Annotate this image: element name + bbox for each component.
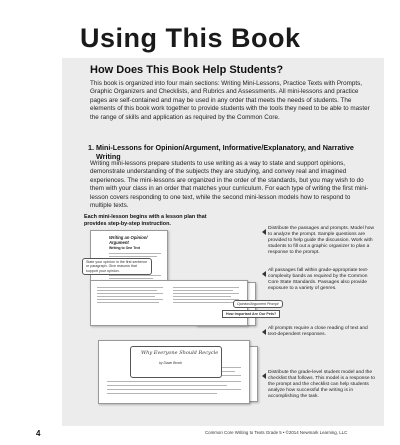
subsection-number: 1. bbox=[88, 143, 94, 152]
annotation-2: All passages fall within grade-appropriate text-complexity bands as required by the Common Core State Standards. Passages also provide exposure to a variety of genres. bbox=[268, 268, 369, 291]
passage-thumbnail bbox=[90, 280, 248, 326]
annotation-arrow-4 bbox=[262, 373, 266, 379]
page-title: Using This Book bbox=[80, 23, 301, 53]
figure-top-callout: Each mini-lesson begins with a lesson plan that provides step-by-step instruction. bbox=[84, 214, 207, 227]
subsection-heading bbox=[88, 143, 366, 161]
subsection-heading-text: Mini-Lessons for Opinion/Argument, Informative/Explanatory, and Narrative Writing bbox=[96, 143, 354, 161]
annotation-3: All prompts require a close reading of text and text-dependent responses. bbox=[268, 326, 368, 337]
student-model-title: Why Everyone Should Recycle bbox=[141, 350, 219, 356]
student-model-title-box bbox=[130, 346, 222, 378]
annotation-arrow-3 bbox=[262, 329, 266, 335]
annotation-arrow-1 bbox=[262, 229, 266, 235]
thumb1-note: State your opinion in the first sentence or paragraph. Give reasons that support your opinion. bbox=[82, 258, 152, 275]
thumb1-subtitle: Writing to One Text bbox=[109, 246, 140, 250]
annotation-arrow-2 bbox=[262, 271, 266, 277]
footer-credit: Common Core Writing to Texts Grade 5 • ©2014 Newmark Learning, LLC bbox=[205, 430, 348, 435]
intro-paragraph: This book is organized into four main sections: Writing Mini-Lessons, Practice Texts with Prompts, Graphic Organizers and Checklists, and Rubrics and Assessments. All mini-lessons and practice pages are self-contained and may be used in any order that meets the needs of students. The elements of this book work together to provide students with the tools they need to be able to master the range of skills and application as required by the Common Core. bbox=[90, 80, 370, 121]
footer bbox=[0, 426, 400, 445]
annotation-1: Distribute the passages and prompts. Model how to analyze the prompt. Sample questions are provided to help guide the discussion. Work with students to fill out a graphic organizer to plan a response to the prompt. bbox=[268, 226, 375, 255]
title-area bbox=[0, 0, 400, 58]
student-model-author: by Dawn Brook bbox=[159, 361, 182, 365]
annotation-4: Distribute the grade-level student model and the checklist that follows. This model is a response to the prompt and the checklist can help students analyze how successful the writing is in accomplishing the task. bbox=[268, 370, 376, 399]
subsection-paragraph: Writing mini-lessons prepare students to use writing as a way to state and support opinions, demonstrate understanding of the subjects they are studying, and convey real and imagined experiences. The mini-lessons are organized in the order of the standards, but you may wish to do them with your class in an order that matches your curriculum. For each type of writing the first mini-lesson covers responding to one text, while the second mini-lesson models how to respond to multiple texts. bbox=[90, 160, 369, 210]
thumb1-title: Writing an Opinion/ Argument bbox=[109, 235, 148, 245]
prompt-tag: Opinion/Argument Prompt bbox=[233, 300, 283, 308]
section-heading: How Does This Book Help Students? bbox=[90, 64, 284, 76]
prompt-tag-title: How Important Are Our Pets? bbox=[222, 310, 280, 318]
page-number: 4 bbox=[36, 429, 41, 438]
